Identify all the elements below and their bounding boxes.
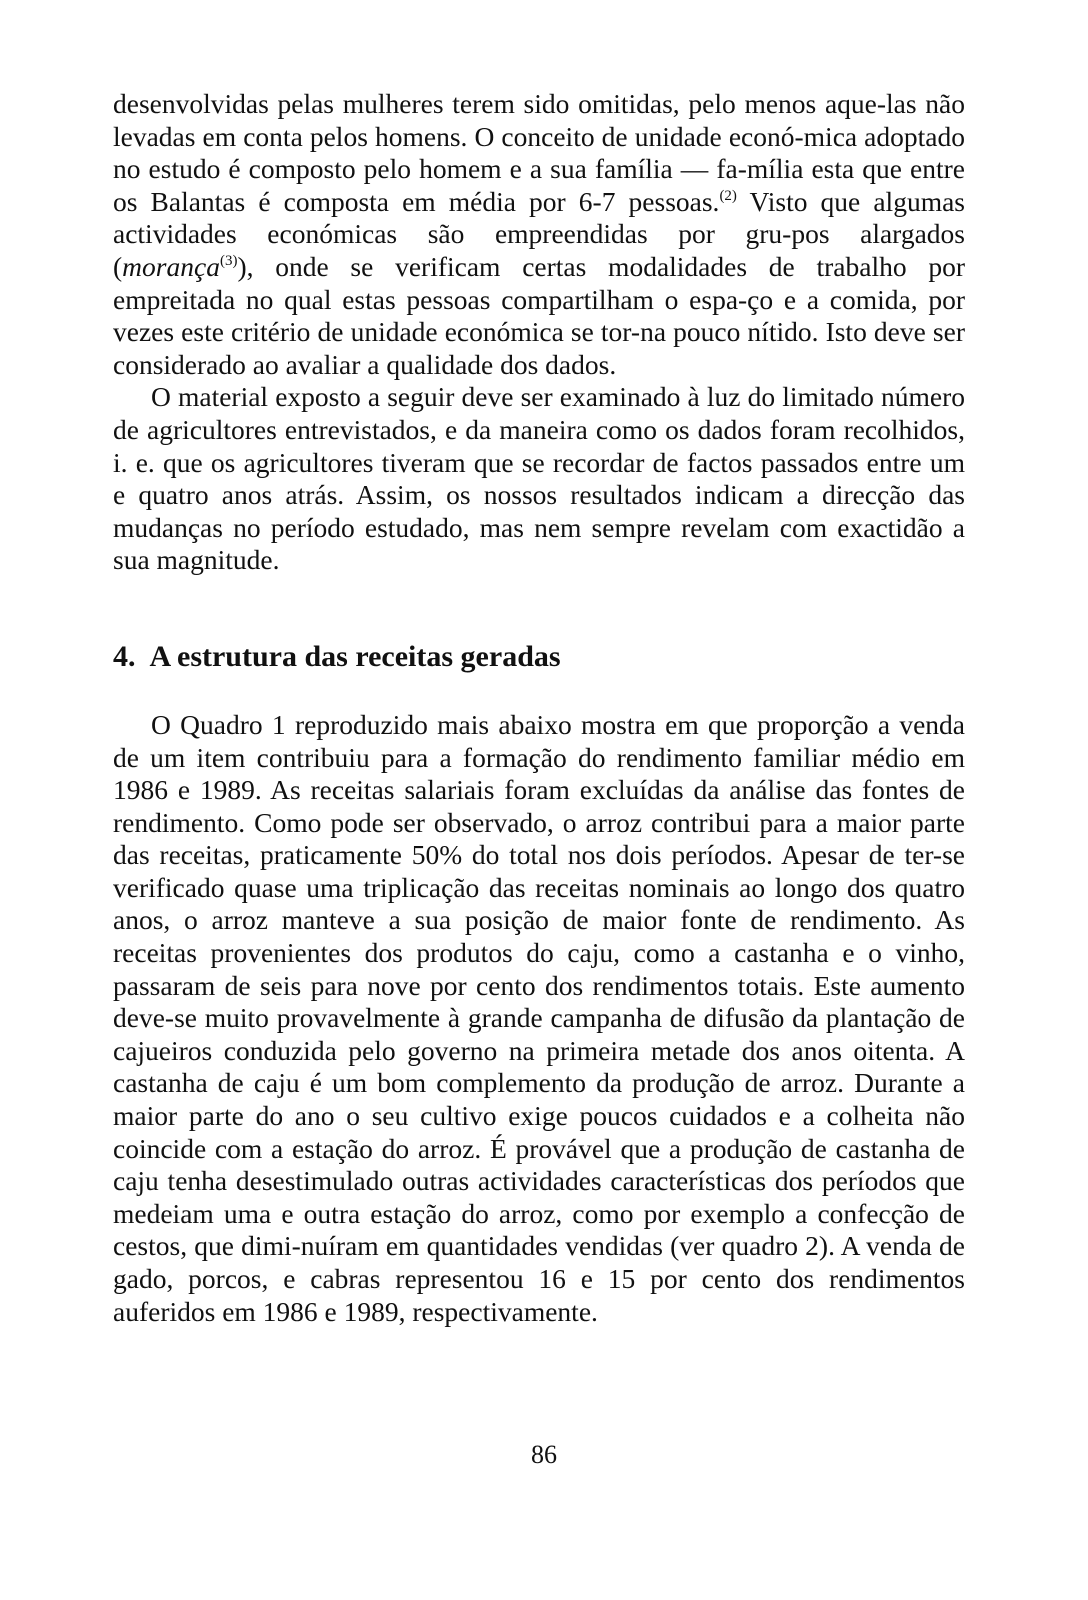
- footnote-ref-3: (3): [219, 252, 238, 269]
- section-number: 4.: [113, 639, 136, 673]
- section-title: A estrutura das receitas geradas: [149, 639, 561, 673]
- page-number: 86: [531, 1440, 557, 1469]
- footnote-ref-2: (2): [719, 187, 737, 204]
- italic-term: morança: [122, 250, 220, 282]
- paragraph-income-structure: O Quadro 1 reproduzido mais abaixo mostra em que proporção a venda de um item contribuiu para a formação do rendimento familiar médio em 1986 e 1989. As receitas salariais foram excluídas da análise das fontes de rendimento. Como pode ser observado, o arroz contribui para a maior parte das receitas, praticamente 50% do total nos dois períodos. Apesar de ter-se verificado quase uma triplicação das receitas nominais ao longo dos quatro anos, o arroz manteve a sua posição de maior fonte de rendimento. As receitas provenientes dos produtos do caju, como a castanha e o vinho, passaram de seis para nove por cento dos rendimentos totais. Este aumento deve-se muito provavelmente à grande campanha de difusão da plantação de cajueiros conduzida pelo governo na primeira metade dos anos oitenta. A castanha de caju é um bom complemento da produção de arroz. Durante a maior parte do ano o seu cultivo exige poucos cuidados e a colheita não coincide com a estação do arroz. É provável que a produção de castanha de caju tenha desestimulado outras actividades características dos períodos que medeiam uma e outra estação do arroz, como por exemplo a confecção de cestos, que dimi-nuíram em quantidades vendidas (ver quadro 2). A venda de gado, porcos, e cabras representou 16 e 15 por cento dos rendimentos auferidos em 1986 e 1989, respectivamente.: [113, 708, 965, 1327]
- paragraph-text: desenvolvidas pelas mulheres terem sido omitidas, pelo menos aque-las não levadas em conta pelos homens. O conceito de unidade econó-mica adoptado no estudo é composto pelo homem e a sua família — fa-mília esta que entre os Balantas é composta em média por 6-7 pessoas.: [113, 88, 965, 217]
- section-heading: [113, 639, 965, 675]
- paragraph-continuation: [113, 88, 965, 381]
- paragraph-methodology: O material exposto a seguir deve ser examinado à luz do limitado número de agricultores entrevistados, e da maneira como os dados foram recolhidos, i. e. que os agricultores tiveram que se recordar de factos passados entre um e quatro anos atrás. Assim, os nossos resultados indicam a direcção das mudanças no período estudado, mas nem sempre revelam com exactidão a sua magnitude.: [113, 381, 965, 576]
- paragraph-text: Visto que algumas actividades económicas são empreendidas por gru-pos alargados (: [113, 185, 965, 282]
- page-body: [113, 88, 965, 1328]
- paragraph-text: ), onde se verificam certas modalidades de trabalho por empreitada no qual estas pessoas compartilham o espa-ço e a comida, por vezes este critério de unidade económica se tor-na pouco nítido. Isto deve ser considerado ao avaliar a qualidade dos dados.: [113, 250, 965, 380]
